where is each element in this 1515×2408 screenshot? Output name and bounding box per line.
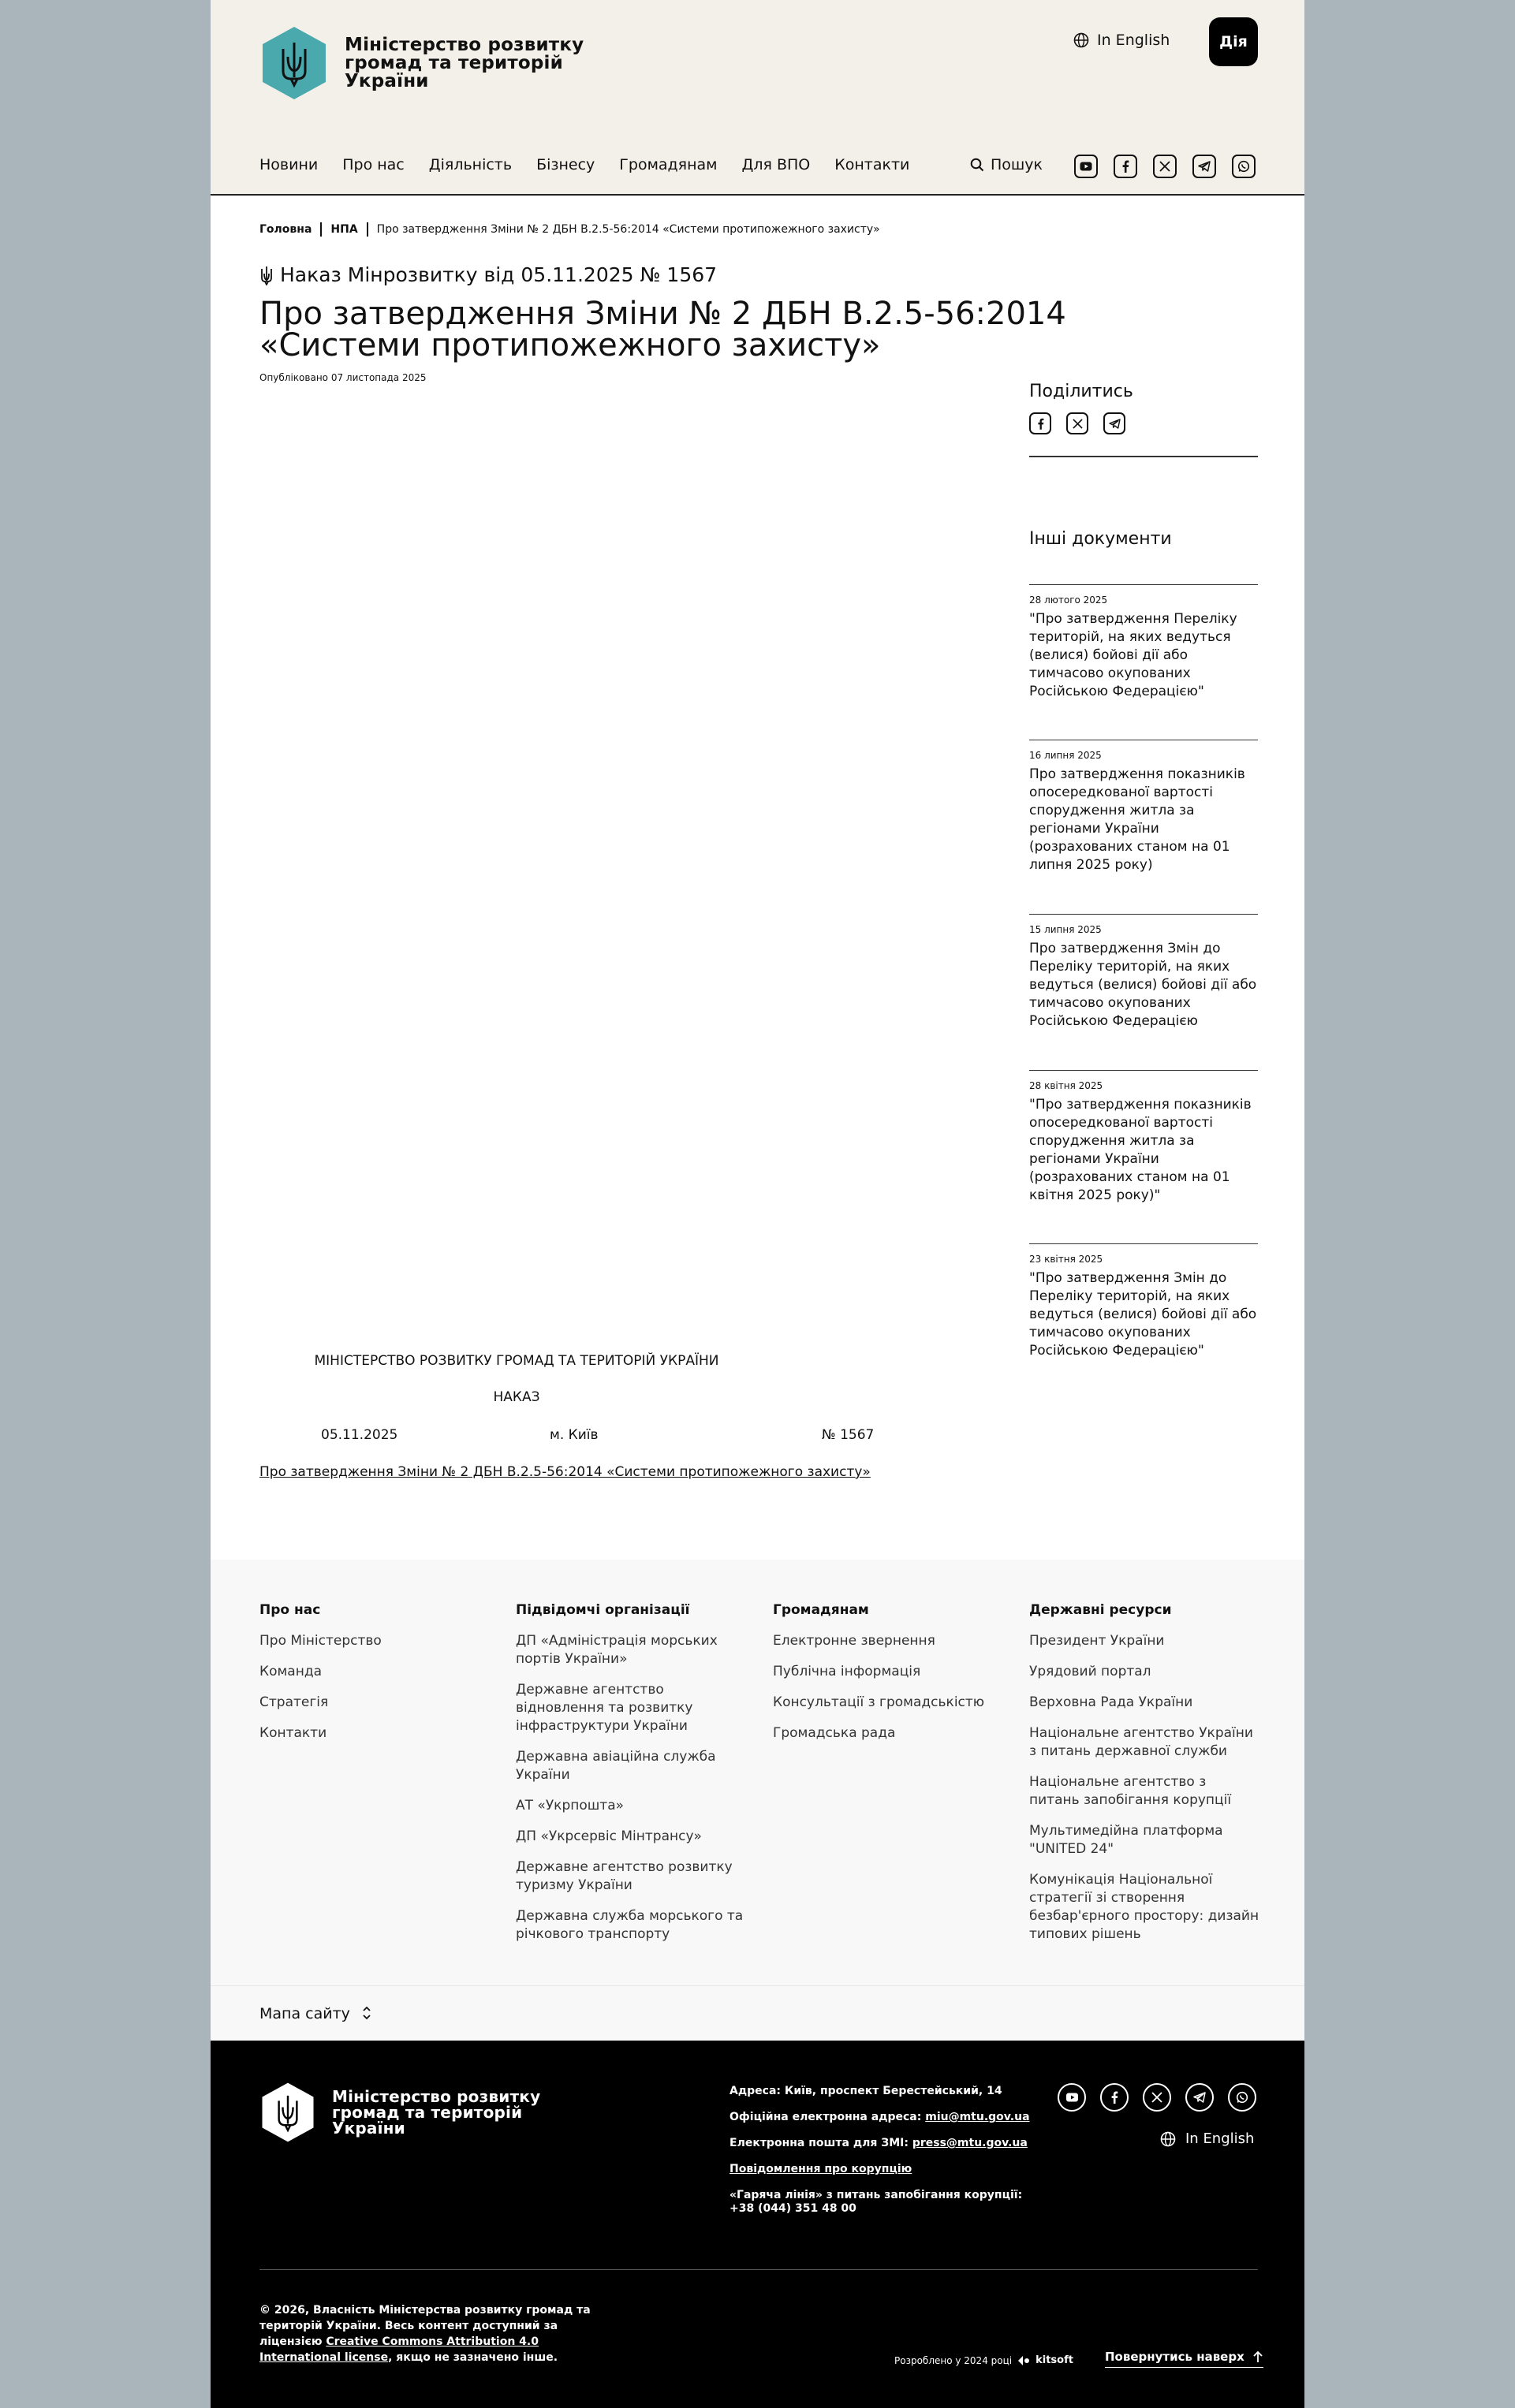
main-nav <box>259 156 934 173</box>
footer-link[interactable]: Урядовий портал <box>1029 1664 1151 1679</box>
globe-icon <box>1073 32 1089 48</box>
other-document-date: 28 квітня 2025 <box>1029 1080 1103 1091</box>
breadcrumb-home[interactable]: Головна <box>259 223 312 236</box>
site-footer <box>211 2041 1304 2408</box>
language-switch[interactable] <box>1073 32 1170 49</box>
nav-item-contacts[interactable]: Контакти <box>834 156 910 173</box>
footer-link[interactable]: АТ «Укрпошта» <box>516 1798 625 1813</box>
developer-text: Розроблено у 2024 році <box>894 2354 1013 2366</box>
other-document-item[interactable] <box>1029 740 1258 874</box>
page-title: Про затвердження Зміни № 2 ДБН В.2.5-56:2014 «Системи протипожежного захисту» <box>259 296 1066 363</box>
footer-link[interactable]: Про Міністерство <box>259 1633 382 1649</box>
language-label: In English <box>1185 2130 1255 2147</box>
nav-item-idp[interactable]: Для ВПО <box>741 156 811 173</box>
document-date: 05.11.2025 <box>321 1427 398 1443</box>
other-document-item[interactable] <box>1029 584 1258 701</box>
breadcrumb-current: Про затвердження Зміни № 2 ДБН В.2.5-56:2014 «Системи протипожежного захисту» <box>376 223 880 236</box>
site-header <box>211 0 1304 196</box>
developer-brand: kitsoft <box>1035 2354 1073 2366</box>
other-document-title: Про затвердження показників опосередкованої вартості спорудження житла за регіонами України (розрахованих станом на 01 липня 2025 року) <box>1029 766 1245 873</box>
developer-credit[interactable] <box>894 2354 1073 2366</box>
whatsapp-icon[interactable] <box>1228 2083 1256 2112</box>
breadcrumb <box>259 222 880 237</box>
contact-info <box>730 2085 1030 2228</box>
footer-link[interactable]: ДП «Адміністрація морських портів України» <box>516 1633 718 1667</box>
address: Адреса: Київ, проспект Берестейський, 14 <box>730 2085 1002 2097</box>
breadcrumb-separator <box>320 222 322 237</box>
footer-column-about <box>259 1602 496 1755</box>
facebook-icon[interactable] <box>1100 2083 1129 2112</box>
report-corruption-link[interactable]: Повідомлення про корупцію <box>730 2163 912 2175</box>
share-x-icon[interactable] <box>1066 412 1088 434</box>
report-corruption <box>730 2163 1030 2176</box>
facebook-icon[interactable] <box>1114 155 1137 178</box>
footer-link[interactable]: Комунікація Національної стратегії зі створення безбар'єрного простору: дизайн типових рішень <box>1029 1872 1259 1942</box>
trident-emblem-icon <box>259 2082 316 2143</box>
hotline-phone: +38 (044) 351 48 00 <box>730 2202 856 2215</box>
sitemap-toggle[interactable] <box>211 1985 1304 2041</box>
other-document-date: 23 квітня 2025 <box>1029 1254 1103 1265</box>
nav-item-activity[interactable]: Діяльність <box>428 156 513 173</box>
sidebar <box>1029 382 1258 1359</box>
header-socials <box>1074 155 1256 178</box>
search-icon <box>970 158 984 172</box>
footer-column-heading: Громадянам <box>773 1602 869 1618</box>
hotline: «Гаряча лінія» з питань запобігання корупції: +38 (044) 351 48 00 <box>730 2189 1023 2215</box>
telegram-icon[interactable] <box>1185 2083 1214 2112</box>
logo-line-3: України <box>332 2119 405 2138</box>
ministry-logo[interactable] <box>259 25 584 101</box>
divider <box>259 2269 1258 2270</box>
nav-item-citizens[interactable]: Громадянам <box>619 156 718 173</box>
other-document-item[interactable] <box>1029 914 1258 1031</box>
footer-link[interactable]: Національне агентство з питань запобігання корупції <box>1029 1774 1232 1808</box>
footer-language-switch[interactable] <box>1160 2130 1254 2147</box>
press-email-link[interactable]: press@mtu.gov.ua <box>912 2137 1028 2149</box>
document-city: м. Київ <box>550 1427 599 1443</box>
copyright: © 2026, Власність Міністерства розвитку громад та територій України. Весь контент доступний за ліцензією Creative Commons Attribution 4.0 International license, якщо не зазначено інше. <box>259 2304 591 2364</box>
footer-link[interactable]: ДП «Укрсервіс Мінтрансу» <box>516 1828 702 1844</box>
sitemap-label: Мапа сайту <box>259 2005 350 2022</box>
trident-icon <box>259 265 274 285</box>
footer-link[interactable]: Президент України <box>1029 1633 1165 1649</box>
footer-link[interactable]: Мультимедійна платформа "UNITED 24" <box>1029 1823 1223 1857</box>
share-title: Поділитись <box>1029 382 1133 401</box>
logo-line-2: громад та територій <box>332 2103 523 2122</box>
footer-link[interactable]: Верховна Рада України <box>1029 1694 1193 1710</box>
diia-button[interactable]: Дія <box>1209 17 1258 66</box>
telegram-icon[interactable] <box>1192 155 1216 178</box>
kitsoft-logo-icon <box>1018 2356 1032 2365</box>
nav-item-about[interactable]: Про нас <box>342 156 405 173</box>
nav-item-business[interactable]: Бізнесу <box>536 156 595 173</box>
order-line <box>259 263 717 286</box>
other-document-item[interactable] <box>1029 1243 1258 1360</box>
footer-link[interactable]: Національне агентство України з питань державної служби <box>1029 1725 1253 1759</box>
nav-item-news[interactable]: Новини <box>259 156 319 173</box>
footer-column-heading: Підвідомчі організації <box>516 1602 690 1618</box>
share-buttons <box>1029 412 1258 434</box>
footer-column-heading: Державні ресурси <box>1029 1602 1172 1618</box>
footer-column-subordinate <box>516 1602 752 1956</box>
other-document-title: "Про затвердження Переліку територій, на яких ведуться (велися) бойові дії або тимчасово окупованих Російською Федерацією" <box>1029 611 1237 699</box>
youtube-icon[interactable] <box>1074 155 1098 178</box>
press-email: Електронна пошта для ЗМІ: press@mtu.gov.ua <box>730 2137 1028 2149</box>
whatsapp-icon[interactable] <box>1232 155 1256 178</box>
x-icon[interactable] <box>1143 2083 1171 2112</box>
search-label: Пошук <box>991 156 1043 173</box>
document-title-link[interactable]: Про затвердження Зміни № 2 ДБН В.2.5-56:2014 «Системи протипожежного захисту» <box>259 1464 871 1480</box>
footer-column-heading: Про нас <box>259 1602 321 1618</box>
footer-link[interactable]: Стратегія <box>259 1694 329 1710</box>
footer-link[interactable]: Команда <box>259 1664 322 1679</box>
order-text: Наказ Мінрозвитку від 05.11.2025 № 1567 <box>280 263 718 286</box>
breadcrumb-separator <box>367 222 368 237</box>
share-facebook-icon[interactable] <box>1029 412 1051 434</box>
footer-links <box>211 1560 1304 1985</box>
footer-link[interactable]: Контакти <box>259 1725 327 1741</box>
other-document-date: 16 липня 2025 <box>1029 750 1102 761</box>
expand-chevron-icon <box>362 2005 371 2021</box>
published-date: Опубліковано 07 листопада 2025 <box>259 372 427 383</box>
document-type-heading: НАКАЗ <box>493 1389 540 1405</box>
other-document-item[interactable] <box>1029 1070 1258 1205</box>
logo-line-1: Міністерство розвитку <box>345 34 584 55</box>
footer-column-citizens <box>773 1602 1009 1755</box>
license-link[interactable]: Creative Commons Attribution 4.0 International license <box>259 2335 539 2364</box>
footer-link[interactable]: Громадська рада <box>773 1725 896 1741</box>
breadcrumb-npa[interactable]: НПА <box>330 223 358 236</box>
logo-line-1: Міністерство розвитку <box>332 2087 541 2106</box>
footer-link[interactable]: Державне агентство розвитку туризму України <box>516 1859 733 1893</box>
footer-link[interactable]: Публічна інформація <box>773 1664 921 1679</box>
x-icon[interactable] <box>1153 155 1177 178</box>
language-label: In English <box>1097 32 1170 49</box>
arrow-up-icon <box>1252 2350 1263 2363</box>
footer-link[interactable]: Електронне звернення <box>773 1633 935 1649</box>
other-document-title: "Про затвердження Змін до Переліку територій, на яких ведуться (велися) бойові дії або тимчасово окупованих Російською Федерацією" <box>1029 1270 1257 1359</box>
document-number: № 1567 <box>822 1427 875 1443</box>
search-button[interactable] <box>970 156 1043 173</box>
other-documents-title: Інші документи <box>1029 529 1172 549</box>
footer-socials <box>1058 2083 1256 2112</box>
other-document-title: Про затвердження Змін до Переліку територій, на яких ведуться (велися) бойові дії або тимчасово окупованих Російською Федерацією <box>1029 941 1257 1029</box>
logo-line-2: громад та територій <box>345 52 563 73</box>
other-document-date: 15 липня 2025 <box>1029 924 1102 935</box>
footer-link[interactable]: Державна авіаційна служба України <box>516 1749 716 1783</box>
back-to-top-button[interactable] <box>1105 2350 1263 2368</box>
document-ministry-heading: МІНІСТЕРСТВО РОЗВИТКУ ГРОМАД ТА ТЕРИТОРІЙ УКРАЇНИ <box>314 1353 719 1369</box>
trident-emblem-icon <box>259 25 329 101</box>
youtube-icon[interactable] <box>1058 2083 1086 2112</box>
footer-link[interactable]: Державне агентство відновлення та розвитку інфраструктури України <box>516 1682 693 1734</box>
back-to-top-label: Повернутись наверх <box>1105 2350 1244 2364</box>
official-email-link[interactable]: miu@mtu.gov.ua <box>925 2111 1030 2123</box>
other-document-title: "Про затвердження показників опосередкованої вартості спорудження житла за регіонами України (розрахованих станом на 01 квітня 2025 року)" <box>1029 1097 1252 1203</box>
globe-icon <box>1160 2131 1176 2147</box>
share-telegram-icon[interactable] <box>1103 412 1125 434</box>
footer-link[interactable]: Консультації з громадськістю <box>773 1694 985 1710</box>
logo-line-3: України <box>345 70 429 91</box>
other-document-date: 28 лютого 2025 <box>1029 595 1108 606</box>
divider <box>1029 456 1258 457</box>
footer-column-state-resources <box>1029 1602 1259 1956</box>
footer-link[interactable]: Державна служба морського та річкового транспорту <box>516 1908 744 1942</box>
official-email: Офіційна електронна адреса: miu@mtu.gov.ua <box>730 2111 1030 2123</box>
page <box>211 0 1304 2408</box>
footer-logo[interactable] <box>259 2082 540 2143</box>
